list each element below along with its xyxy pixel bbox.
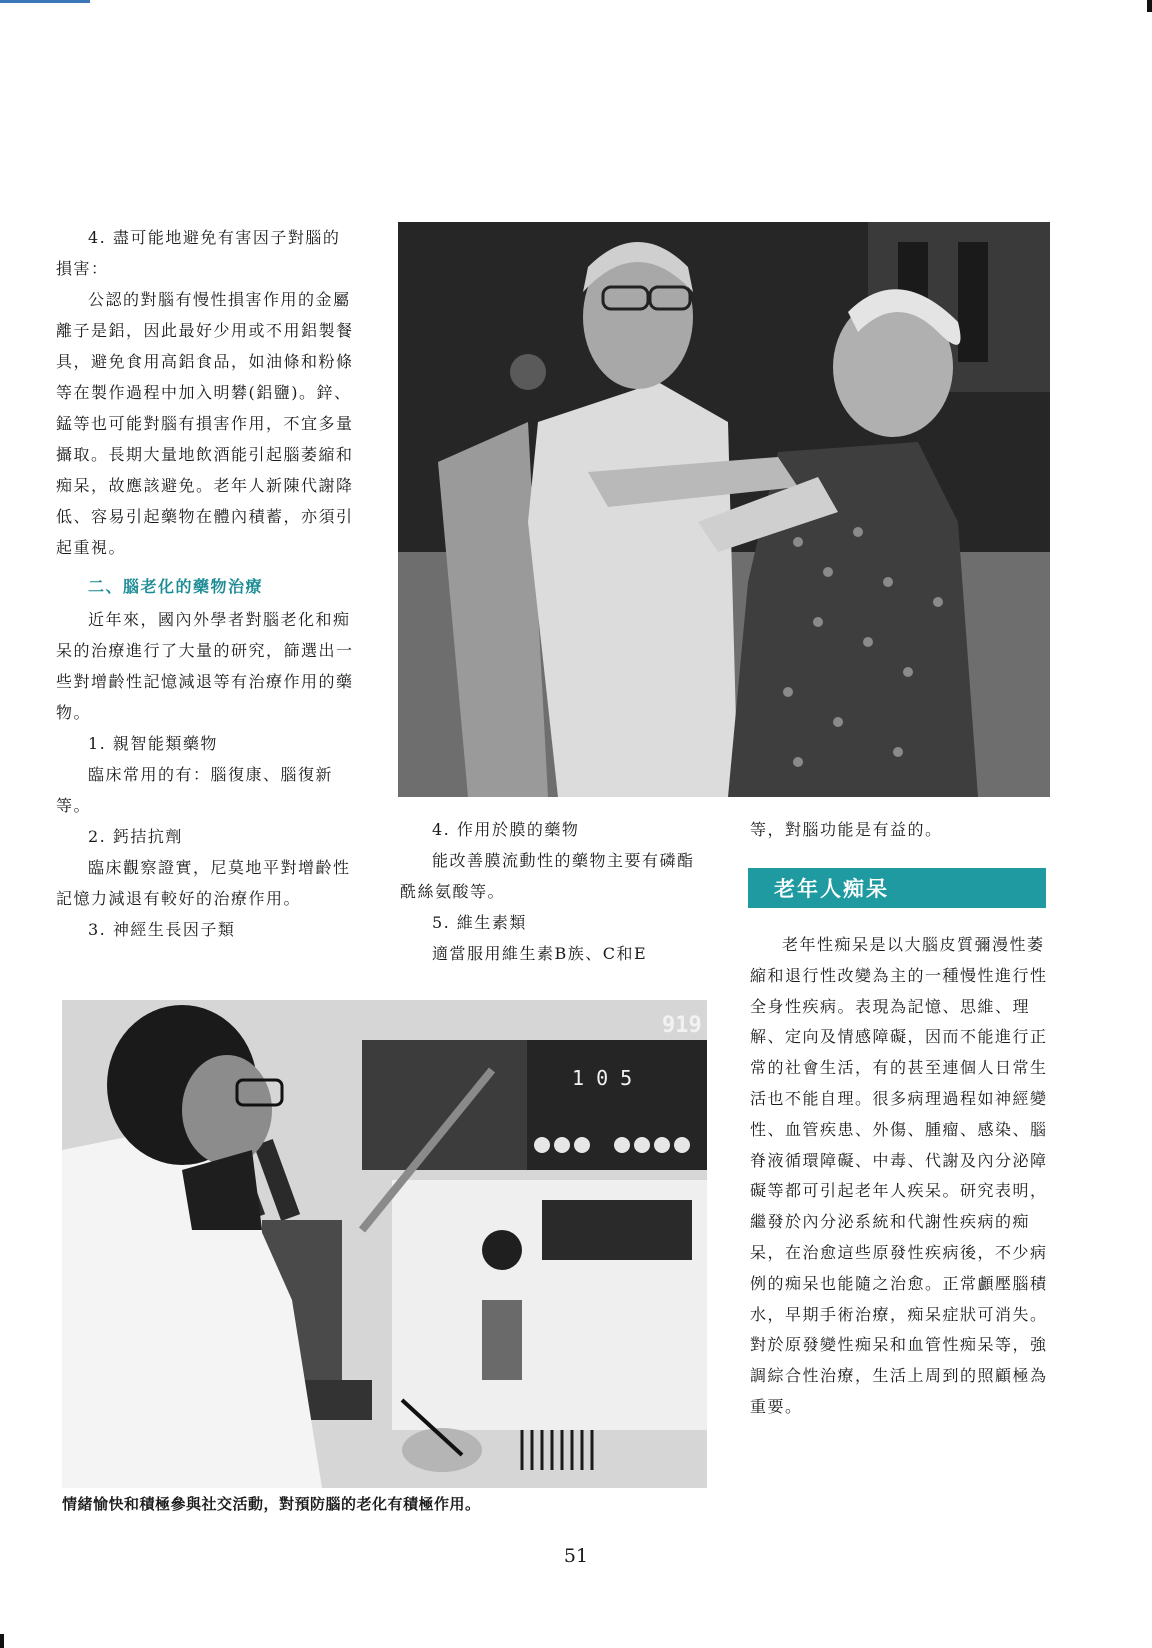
- corner-mark: [1147, 0, 1152, 12]
- corner-mark: [0, 1634, 4, 1648]
- item-2-title: 2. 鈣拮抗劑: [88, 827, 183, 846]
- right-column: [750, 930, 1050, 1423]
- section-header-bar: [748, 868, 1046, 908]
- middle-column: [400, 814, 710, 969]
- analyzer-digit-display: 1 0 5: [572, 1066, 633, 1090]
- item-1-text: 臨床常用的有：腦復康、腦復新等。: [56, 765, 334, 815]
- photo-caption: 情緒愉快和積極參與社交活動，對預防腦的老化有積極作用。: [62, 1495, 481, 1513]
- right-continuation: [750, 814, 1050, 845]
- photo-lab-analyzer: [62, 1000, 707, 1488]
- left-column: [56, 222, 356, 945]
- item-4-title: 4. 作用於膜的藥物: [432, 820, 580, 839]
- item-2-text: 臨床觀察證實，尼莫地平對增齡性記憶力減退有較好的治療作用。: [56, 858, 351, 908]
- corner-mark: [0, 0, 90, 3]
- heading-item-4: 4. 盡可能地避免有害因子對腦的損害：: [56, 228, 341, 278]
- paragraph-dementia: 老年性痴呆是以大腦皮質彌漫性萎縮和退行性改變為主的一種慢性進行性全身性疾病。表現為記憶、思維、理解、定向及情感障礙，因而不能進行正常的社會生活，有的甚至連個人日常生活也不能自理。很多病理過程如神經變性、血管疾患、外傷、腫瘤、感染、腦脊液循環障礙、中毒、代謝及內分泌障礙等都可引起老年人疾呆。研究表明，繼發於內分泌系統和代謝性疾病的痴呆，在治愈這些原發性疾病後，不少病例的痴呆也能隨之治愈。正常顱壓腦積水，早期手術治療，痴呆症狀可消失。對於原發變性痴呆和血管性痴呆等，強調綜合性治療，生活上周到的照顧極為重要。: [750, 935, 1048, 1416]
- analyzer-model-number: 919: [662, 1013, 702, 1038]
- item-5-text: 適當服用維生素B族、C和E: [432, 944, 648, 963]
- item-3-title: 3. 神經生長因子類: [88, 920, 236, 939]
- photo-elderly-dancing: [398, 222, 1050, 797]
- section-title: 老年人痴呆: [774, 877, 889, 901]
- subheading-drug-treatment: 二、腦老化的藥物治療: [88, 577, 264, 596]
- item-1-title: 1. 親智能類藥物: [88, 734, 218, 753]
- paragraph-research: 近年來，國內外學者對腦老化和痴呆的治療進行了大量的研究，篩選出一些對增齡性記憶減退等有治療作用的藥物。: [56, 610, 354, 722]
- item-4-text: 能改善膜流動性的藥物主要有磷酯酰絲氨酸等。: [400, 851, 695, 901]
- item-5-title: 5. 維生素類: [432, 913, 527, 932]
- continuation-text: 等，對腦功能是有益的。: [750, 820, 943, 839]
- page-number: 51: [563, 1545, 589, 1567]
- paragraph-metal-ions: 公認的對腦有慢性損害作用的金屬離子是鋁，因此最好少用或不用鋁製餐具，避免食用高鋁食品，如油條和粉條等在製作過程中加入明礬(鋁鹽)。鋅、錳等也可能對腦有損害作用，不宜多量攝取。長期大量地飲酒能引起腦萎縮和痴呆，故應該避免。老年人新陳代謝降低、容易引起藥物在體內積蓄，亦須引起重視。: [56, 290, 354, 557]
